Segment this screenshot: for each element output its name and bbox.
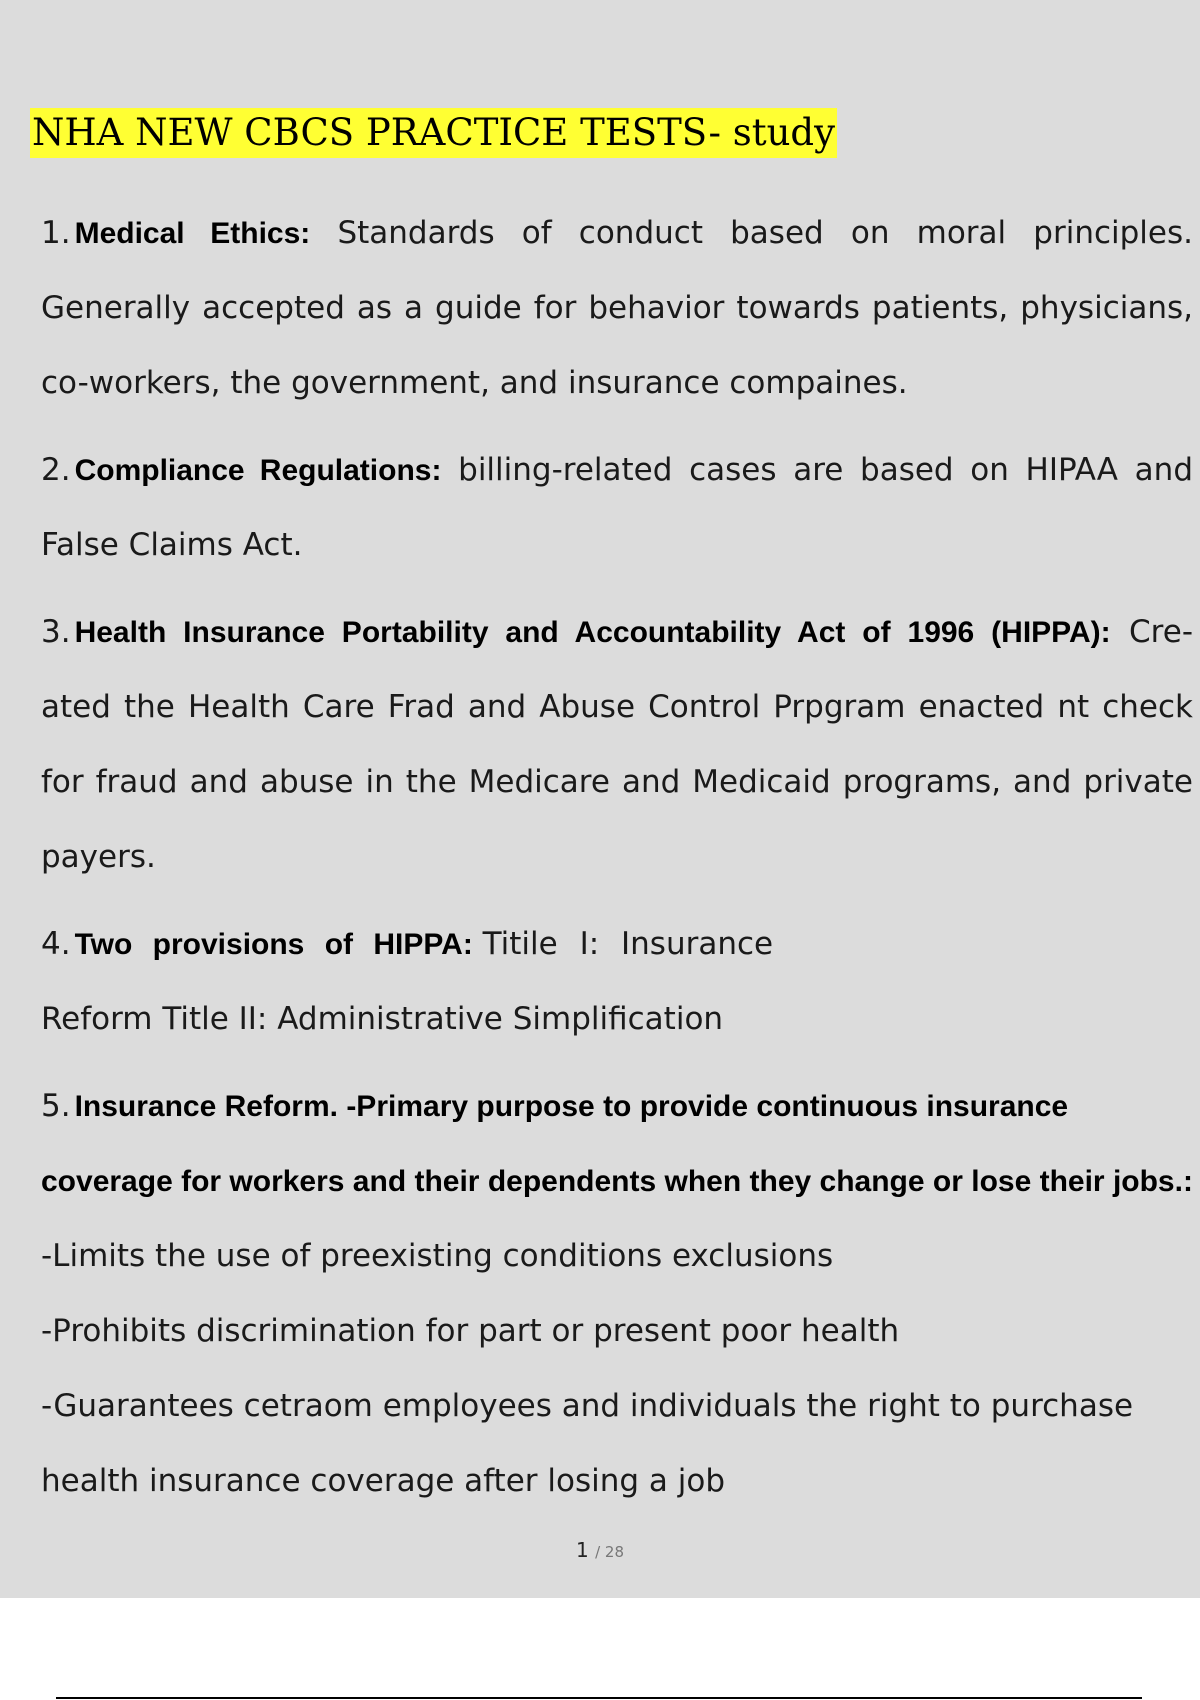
item-number: 5. [41, 1088, 71, 1124]
item-definition-line: -Guarantees cetraom employees and individuals the right to purchase health insurance coverage after losing a job [41, 1388, 1134, 1499]
item-definition-line: -Limits the use of preexisting conditions exclusions [41, 1238, 834, 1274]
flashcard-item-4 [41, 907, 1193, 1057]
flashcard-item-3 [41, 595, 1193, 895]
item-number: 4. [41, 926, 71, 962]
flashcard-item-1 [41, 196, 1193, 421]
item-definition-line: Reform Title II: Administrative Simplification [41, 1001, 724, 1037]
item-number: 3. [41, 614, 71, 650]
item-definition: Standards of conduct based on moral principles. Generally accepted as a guide for behavior towards patients, physicians, co-workers, the government, and insurance compaines. [41, 215, 1193, 401]
flashcard-item-2 [41, 433, 1193, 583]
page-indicator [0, 1538, 1200, 1562]
flashcard-item-5 [41, 1069, 1193, 1519]
flashcard-list [41, 196, 1193, 1531]
item-term: Health Insurance Portability and Accountability Act of 1996 (HIPPA): [74, 616, 1111, 649]
item-definition-line: -Prohibits discrimination for part or present poor health [41, 1313, 900, 1349]
item-term: Insurance Reform. -Primary purpose to provide continuous insurance coverage for workers and their dependents when they change or lose their jobs.: [41, 1090, 1193, 1198]
document-title: NHA NEW CBCS PRACTICE TESTS- study [30, 108, 837, 158]
next-page-divider [56, 1697, 1142, 1699]
item-term: Two provisions of HIPPA: [74, 928, 473, 961]
page-total: / 28 [595, 1543, 624, 1561]
item-number: 1. [41, 215, 71, 251]
item-number: 2. [41, 452, 71, 488]
item-definition: Cre- ated the Health Care Frad and Abuse Control Prpgram enacted nt check for fraud and abuse in the Medicare and Medicaid programs, and private payers. [41, 614, 1193, 875]
item-definition-line: Titile I: Insurance [482, 926, 774, 962]
page-current: 1 [575, 1538, 589, 1562]
item-definition: billing-related cases are based on HIPAA and False Claims Act. [41, 452, 1193, 563]
item-term: Compliance Regulations: [74, 454, 442, 487]
item-term: Medical Ethics: [74, 217, 311, 250]
